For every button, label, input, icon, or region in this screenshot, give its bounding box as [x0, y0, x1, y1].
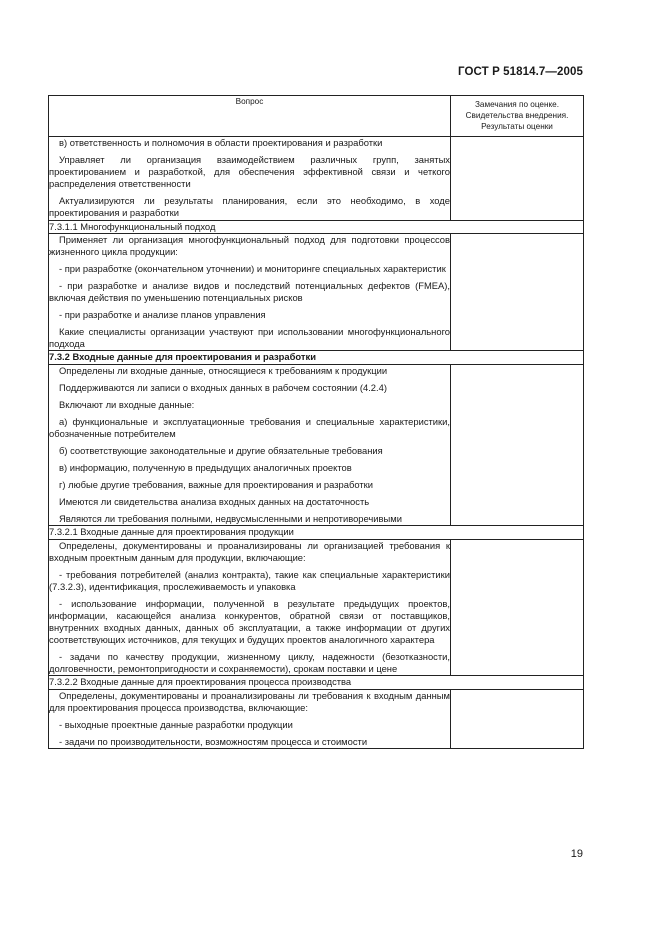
- question-text: б) соответствующие законодательные и другие обязательные требования: [59, 444, 383, 456]
- question-text: а) функциональные и эксплуатационные требования и специальные характеристики, обозначенные потребителем: [49, 415, 450, 439]
- question-text: Поддерживаются ли записи о входных данных в рабочем состоянии (4.2.4): [59, 381, 387, 393]
- remarks-cell[interactable]: [451, 137, 584, 221]
- section-heading: 7.3.2 Входные данные для проектирования и разработки: [49, 351, 584, 364]
- assessment-table: [48, 95, 584, 749]
- table-row: [49, 364, 584, 526]
- question-text: Управляет ли организация взаимодействием различных групп, занятых проектированием и разработкой, для обеспечения эффективной связи и четкого распределения ответственности: [49, 154, 450, 190]
- question-cell: [49, 539, 451, 676]
- question-text: г) любые другие требования, важные для проектирования и разработки: [59, 479, 373, 491]
- table-row: [49, 233, 584, 351]
- question-text: Включают ли входные данные:: [59, 398, 195, 410]
- remarks-cell[interactable]: [451, 233, 584, 351]
- question-text: в) информацию, полученную в предыдущих аналогичных проектов: [59, 462, 352, 474]
- question-text: - задачи по производительности, возможностям процесса и стоимости: [59, 735, 368, 747]
- question-text: Являются ли требования полными, недвусмысленными и непротиворечивыми: [59, 513, 402, 525]
- question-text: - выходные проектные данные разработки продукции: [59, 718, 293, 730]
- question-text: Применяет ли организация многофункциональный подход для подготовки процессов жизненного цикла продукции:: [49, 233, 450, 257]
- section-heading: 7.3.2.1 Входные данные для проектирования продукции: [49, 526, 584, 539]
- table-row: [49, 689, 584, 748]
- section-heading: 7.3.2.2 Входные данные для проектирования процесса производства: [49, 676, 584, 689]
- document-id: ГОСТ Р 51814.7—2005: [458, 66, 583, 78]
- question-text: - требования потребителей (анализ контракта), такие как специальные характеристики (7.3.2.3), идентификация, прослеживаемость и упаковка: [49, 568, 450, 592]
- question-text: Актуализируются ли результаты планирования, если это необходимо, в ходе проектирования и разработки: [49, 195, 450, 219]
- remarks-cell[interactable]: [451, 689, 584, 748]
- remarks-cell[interactable]: [451, 539, 584, 676]
- section-heading-row: [49, 351, 584, 364]
- question-text: - задачи по качеству продукции, жизненному циклу, надежности (безотказности, долговечности, ремонтопригодности и сохраняемости), срокам поставки и цене: [49, 651, 450, 675]
- table-header-row: [49, 96, 584, 137]
- question-cell: [49, 689, 451, 748]
- page-number: 19: [570, 848, 583, 860]
- question-cell: [49, 364, 451, 526]
- question-cell: [49, 137, 451, 221]
- table-row: [49, 539, 584, 676]
- question-cell: [49, 233, 451, 351]
- section-heading-row: [49, 220, 584, 233]
- question-text: Определены, документированы и проанализированы ли требования к входным данным для проектирования процесса производства, включающие:: [49, 689, 450, 713]
- question-text: - использование информации, полученной в результате предыдущих проектов, информации, касающейся анализа конкурентов, обратной связи от поставщиков, внутренних входных данных, данных об эксплуатации, а также информации от других соответствующих источников, для текущих и будущих проектов аналогичного характера: [49, 597, 450, 646]
- question-text: в) ответственность и полномочия в области проектирования и разработки: [59, 137, 383, 148]
- column-header-question: Вопрос: [49, 96, 451, 137]
- question-text: Определены, документированы и проанализированы ли организацией требования к входным проектным данным для продукции, включающие:: [49, 539, 450, 563]
- question-text: Какие специалисты организации участвуют при использовании многофункционального подхода: [49, 326, 450, 350]
- section-heading: 7.3.1.1 Многофункциональный подход: [49, 220, 584, 233]
- section-heading-row: [49, 676, 584, 689]
- question-text: - при разработке (окончательном уточнении) и мониторинге специальных характеристик: [59, 262, 446, 274]
- table-row: [49, 137, 584, 221]
- column-header-remarks: Замечания по оценке. Свидетельства внедрения. Результаты оценки: [451, 96, 584, 137]
- question-text: Имеются ли свидетельства анализа входных данных на достаточность: [59, 496, 370, 508]
- question-text: - при разработке и анализе планов управления: [59, 309, 266, 321]
- section-heading-row: [49, 526, 584, 539]
- question-text: - при разработке и анализе видов и последствий потенциальных дефектов (FMEA), включая действия по уменьшению потенциальных рисков: [49, 279, 450, 304]
- remarks-cell[interactable]: [451, 364, 584, 526]
- question-text: Определены ли входные данные, относящиеся к требованиям к продукции: [59, 364, 388, 376]
